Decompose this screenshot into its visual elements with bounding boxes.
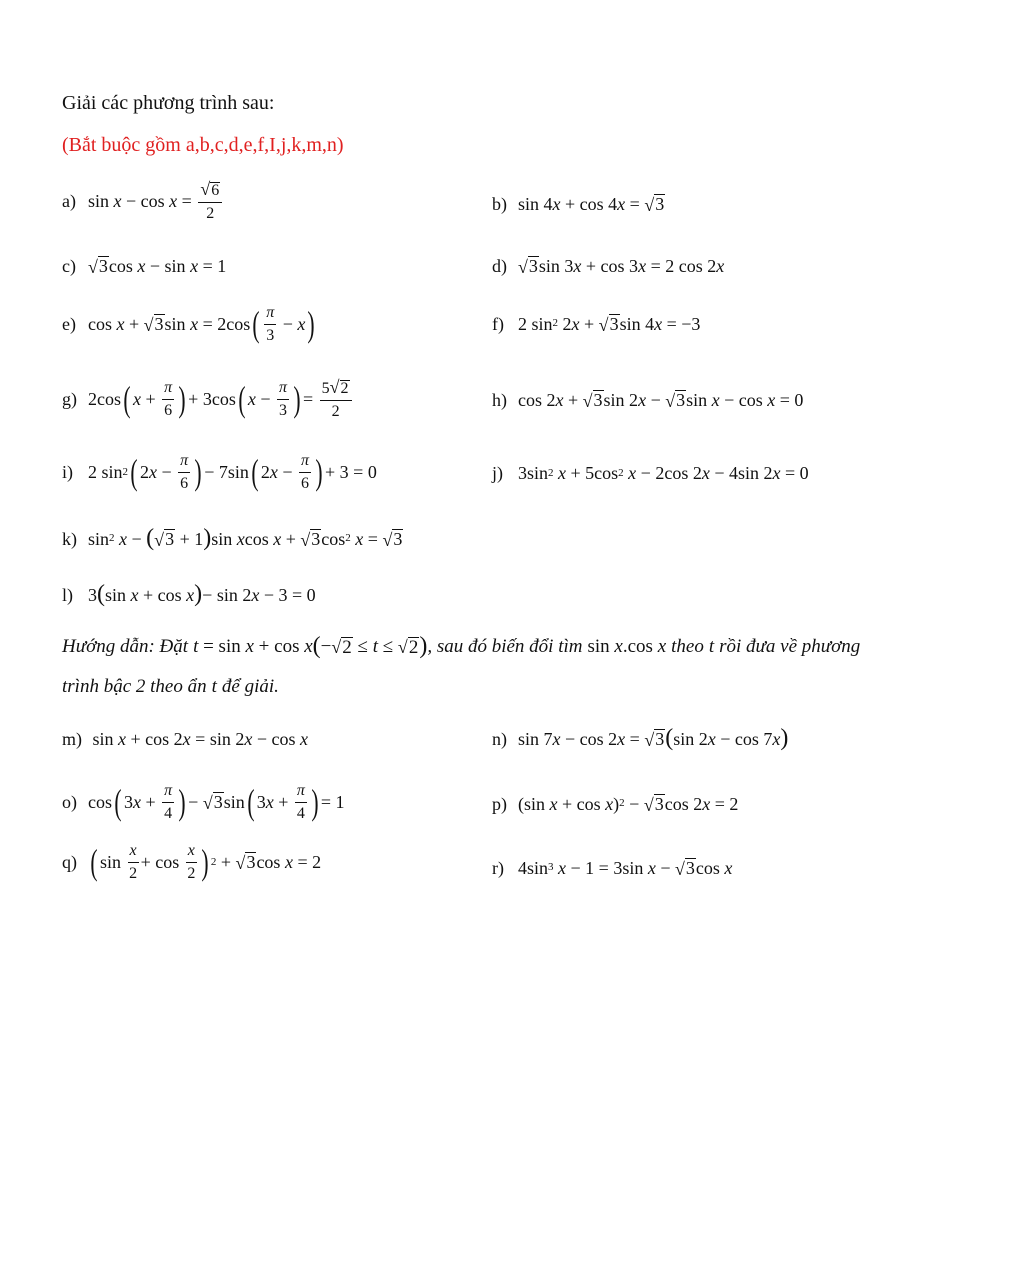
formula-g: 2cos ( x + $\frac{\pi}{6}$ ) + 3cos ( x − $\frac{\pi}{3}$ ) = 5 √ 2 2 bbox=[88, 378, 354, 420]
hint-middle: , sau đó biến đổi tìm bbox=[427, 636, 583, 657]
formula-f: 2 sin 2 2 x + √ 3 sin 4 x = −3 bbox=[518, 313, 701, 335]
equation-g bbox=[62, 378, 354, 420]
formula-n: sin 7 x − cos 2 x = √ 3 ( sin 2 x − cos 7 x ) bbox=[518, 725, 789, 751]
equation-o bbox=[62, 782, 345, 822]
label-k: k) bbox=[62, 528, 77, 549]
formula-h: cos 2 x + √ 3 sin 2 x − √ 3 sin x − cos x = 0 bbox=[518, 389, 804, 411]
formula-m: sin x + cos 2 x = sin 2 x − cos x bbox=[88, 729, 308, 749]
label-r: r) bbox=[492, 857, 504, 878]
equation-p bbox=[492, 794, 738, 814]
equation-e bbox=[62, 304, 317, 344]
hint-variable-t: t bbox=[708, 636, 715, 657]
formula-a: sin x − cos x = √ 6 2 bbox=[88, 180, 224, 222]
label-g: g) bbox=[62, 389, 77, 410]
required-note: (Bắt buộc gồm a,b,c,d,e,f,I,j,k,m,n) bbox=[62, 134, 344, 156]
equation-i bbox=[62, 452, 377, 492]
formula-p: (sin x + cos x ) 2 − √ 3 cos 2 x = 2 bbox=[518, 793, 739, 815]
page-title: Giải các phương trình sau: bbox=[62, 92, 275, 114]
equation-k bbox=[62, 525, 403, 551]
label-o: o) bbox=[62, 792, 77, 813]
hint-prefix: Hướng dẫn: Đặt bbox=[62, 636, 189, 657]
formula-d: √ 3 sin 3 x + cos 3 x = 2 cos 2 x bbox=[518, 255, 725, 277]
label-j: j) bbox=[492, 463, 503, 483]
formula-b: sin 4 x + cos 4 x = √ 3 bbox=[518, 193, 665, 215]
hint-substitution: t = sin x + cos x ( − √ 2 ≤ t ≤ √ 2 ) bbox=[193, 633, 428, 660]
equation-n bbox=[492, 725, 789, 751]
equation-d bbox=[492, 256, 724, 276]
equation-a bbox=[62, 180, 224, 222]
label-f: f) bbox=[492, 313, 504, 334]
equation-m bbox=[62, 730, 308, 748]
label-i: i) bbox=[62, 462, 73, 483]
equation-q bbox=[62, 842, 321, 882]
formula-e: cos x + √ 3 sin x = 2cos ( $\frac{\pi}{3}$ − x ) bbox=[88, 303, 315, 344]
label-m: m) bbox=[62, 729, 82, 749]
label-a: a) bbox=[62, 191, 76, 212]
label-n: n) bbox=[492, 728, 507, 749]
formula-r: 4sin 3 x − 1 = 3sin x − √ 3 cos x bbox=[518, 857, 733, 879]
formula-j: 3sin 2 x + 5cos 2 x − 2cos 2 x − 4sin 2 x = 0 bbox=[518, 463, 809, 483]
hint-line2: trình bậc 2 theo ẩn bbox=[62, 676, 207, 697]
label-l: l) bbox=[62, 584, 73, 605]
equation-h bbox=[492, 390, 803, 410]
label-h: h) bbox=[492, 389, 507, 410]
formula-q: ( sin $\frac{x}{2}$ + cos $\frac{x}{2}$ ) 2 + √ 3 cos x = 2 bbox=[90, 841, 322, 882]
formula-o: cos ( 3 x + $\frac{\pi}{4}$ ) − √ 3 sin ( 3 x + $\frac{\pi}{4}$ ) = 1 bbox=[88, 781, 345, 822]
hint-line-2 bbox=[62, 676, 279, 698]
equation-b bbox=[492, 194, 665, 214]
formula-i: 2 sin 2 ( 2 x − $\frac{\pi}{6}$ ) − 7sin ( 2 x − $\frac{\pi}{6}$ ) + 3 = 0 bbox=[88, 451, 377, 492]
label-e: e) bbox=[62, 314, 76, 335]
label-c: c) bbox=[62, 255, 76, 276]
hint-middle2: theo bbox=[671, 636, 704, 657]
hint-product: sin x.cos x bbox=[587, 636, 667, 657]
equation-j bbox=[492, 464, 809, 482]
hint-line2-end: để giải. bbox=[221, 676, 279, 697]
label-q: q) bbox=[62, 852, 77, 873]
hint-suffix: rồi đưa về phương bbox=[719, 636, 861, 657]
hint-variable-t2: t bbox=[211, 676, 217, 697]
hint-line-1 bbox=[62, 633, 861, 660]
label-p: p) bbox=[492, 793, 507, 814]
equation-r bbox=[492, 858, 732, 878]
formula-c: √ 3 cos x − sin x = 1 bbox=[88, 255, 227, 277]
label-d: d) bbox=[492, 255, 507, 276]
equation-l bbox=[62, 581, 316, 607]
equation-c bbox=[62, 256, 226, 276]
formula-k: sin 2 x − ( √ 3 + 1 ) sin x cos x + √ 3 cos 2 x = √ 3 bbox=[88, 525, 403, 551]
equation-f bbox=[492, 314, 700, 334]
formula-l: 3 ( sin x + cos x ) − sin 2 x − 3 = 0 bbox=[88, 581, 316, 607]
label-b: b) bbox=[492, 193, 507, 214]
